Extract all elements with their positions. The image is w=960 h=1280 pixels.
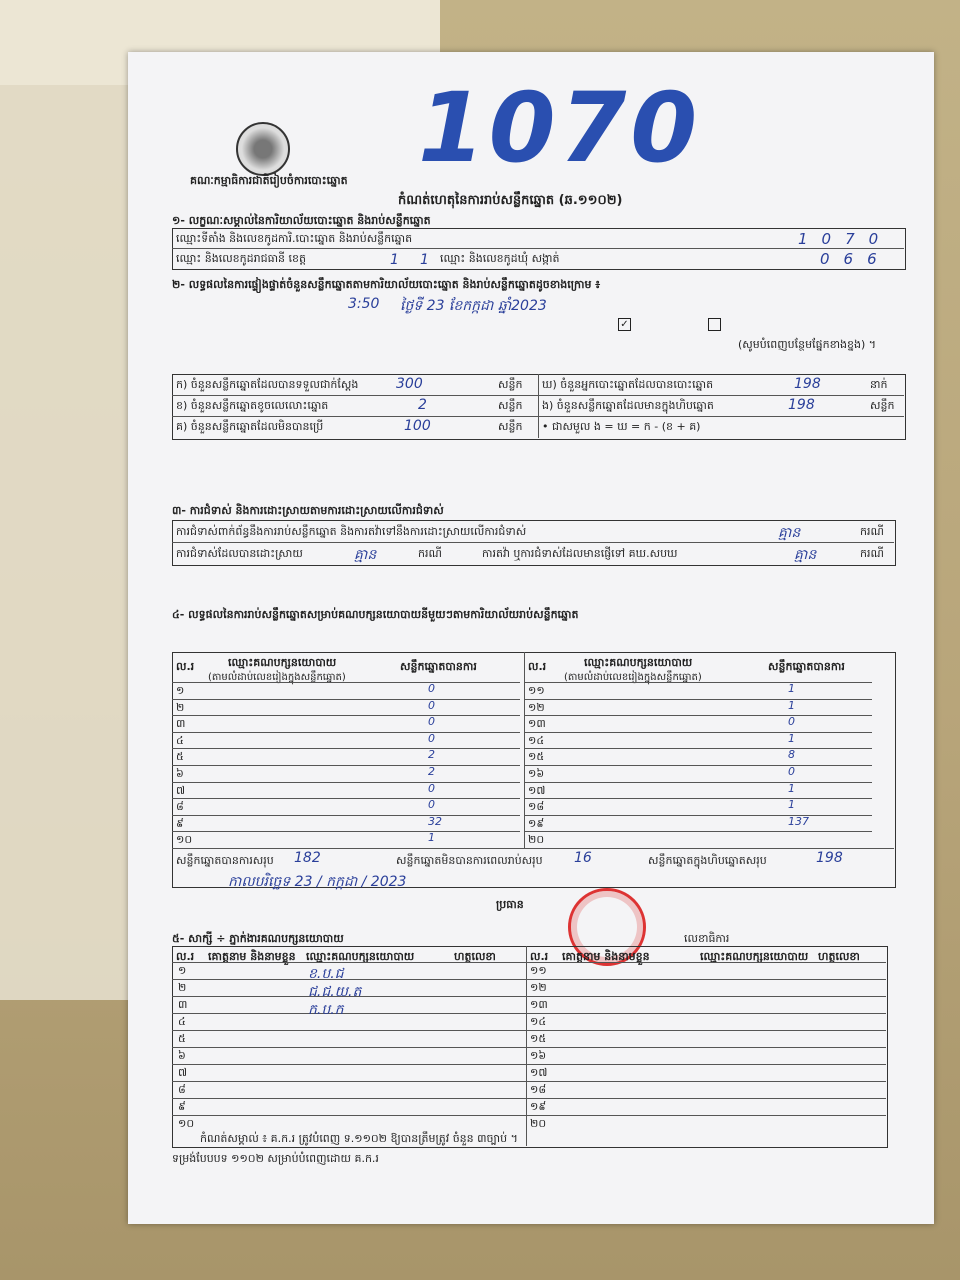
party-row-number: ២ bbox=[176, 700, 185, 714]
party-row-number: ១១ bbox=[528, 684, 545, 697]
complaint-row1-value: គ្មាន bbox=[778, 525, 801, 541]
party-row-votes: 1 bbox=[428, 831, 435, 845]
witness-row-number: ៧ bbox=[178, 1066, 188, 1079]
ballots-in-box-value: 198 bbox=[788, 397, 815, 413]
spoiled-value: 2 bbox=[418, 397, 427, 413]
checkbox-checked[interactable]: ✓ bbox=[618, 318, 631, 331]
col-party: ឈ្មោះគណបក្សនយោបាយ bbox=[228, 656, 337, 669]
col-party: ឈ្មោះគណបក្សនយោបាយ bbox=[584, 656, 693, 669]
party-row-number: ៧ bbox=[176, 783, 186, 797]
party-row-votes: 8 bbox=[788, 748, 795, 762]
party-row-votes: 1 bbox=[788, 731, 795, 745]
witness-row-number: ១៤ bbox=[530, 1015, 547, 1028]
party-row-votes: 0 bbox=[428, 715, 435, 729]
secretary-label: លេខាធិការ bbox=[684, 932, 730, 945]
party-row-votes: 1 bbox=[788, 698, 795, 712]
case-label: ករណី bbox=[418, 547, 442, 560]
party-row-number: ១០ bbox=[176, 833, 193, 847]
party-row-votes: 2 bbox=[428, 748, 435, 762]
col-party-sub: (តាមលំដាប់លេខរៀងក្នុងសន្លឹកឆ្នោត) bbox=[564, 672, 702, 683]
col-party-sub: (តាមលំដាប់លេខរៀងក្នុងសន្លឹកឆ្នោត) bbox=[208, 672, 346, 683]
footer-note: កំណត់សម្គាល់ ៖ គ.ក.រ ត្រូវបំពេញ ទ.១១០២ ឱ្យបានត្រឹមត្រូវ ចំនួន ៣ច្បាប់ ។ bbox=[200, 1132, 518, 1145]
big-handwritten-number: 1070 bbox=[418, 72, 702, 184]
unit-sheet: សន្លឹក bbox=[498, 420, 523, 433]
witness-row-number: ១៩ bbox=[530, 1100, 547, 1113]
col-name: គោត្តនាម និងនាមខ្លួន bbox=[562, 950, 650, 963]
witness-row-number: ១៦ bbox=[530, 1049, 547, 1062]
section1-heading: ១- លក្ខណៈសម្គាល់នៃការិយាល័យបោះឆ្នោត និងរាប់សន្លឹកឆ្នោត bbox=[172, 214, 431, 227]
unit-sheet: សន្លឹក bbox=[498, 399, 523, 412]
col-name: គោត្តនាម និងនាមខ្លួន bbox=[208, 950, 296, 963]
footer-form-note: ទម្រង់បែបបទ ១១០២ សម្រាប់បំពេញដោយ គ.ក.រ bbox=[172, 1152, 379, 1165]
party-row-votes: 0 bbox=[788, 765, 795, 778]
party-row-votes: 0 bbox=[428, 798, 435, 812]
witness-row-number: ១ bbox=[178, 964, 187, 977]
party-row-number: ១៨ bbox=[528, 800, 545, 814]
col-votes: សន្លឹកឆ្នោតបានការ bbox=[400, 660, 477, 673]
note-backside-1: (សូមបំពេញបន្ថែមផ្នែកខាងខ្នង) ។ bbox=[738, 338, 877, 351]
complaint-row1-label: ការជំទាស់ពាក់ព័ន្ធនឹងការរាប់សន្លឹកឆ្នោត និងការតវ៉ាទៅនឹងការដោះស្រាយលើការជំទាស់ bbox=[176, 525, 527, 538]
witness-row-number: ១៨ bbox=[530, 1083, 547, 1096]
voters-value: 198 bbox=[794, 376, 821, 392]
witness-row-number: ៦ bbox=[178, 1049, 186, 1062]
col-sign: ហត្ថលេខា bbox=[818, 950, 860, 963]
station-code: 1070 bbox=[798, 230, 893, 248]
total-invalid-value: 16 bbox=[574, 850, 592, 866]
commune-number: 1 bbox=[420, 252, 429, 268]
province-label: ឈ្មោះ និងលេខកូដរាជធានី ខេត្ត bbox=[176, 252, 306, 265]
party-row-votes: 0 bbox=[428, 731, 435, 745]
commune-code: 066 bbox=[820, 250, 891, 268]
witness-row-number: ៩ bbox=[178, 1100, 186, 1113]
party-row-number: ៦ bbox=[176, 767, 184, 780]
formula: • ជាសមួល ង = ឃ = ក - (ខ + គ) bbox=[542, 420, 701, 433]
col-party: ឈ្មោះគណបក្សនយោបាយ bbox=[700, 950, 809, 963]
party-row-number: ១៧ bbox=[528, 783, 546, 797]
col-number: ល.រ bbox=[528, 660, 547, 673]
party-row-number: ១៤ bbox=[528, 733, 545, 747]
witness-row-number: ១៥ bbox=[530, 1032, 547, 1045]
unit-sheet: សន្លឹក bbox=[870, 399, 895, 412]
witness-row-number: ១៧ bbox=[530, 1066, 548, 1079]
party-row-number: ៨ bbox=[176, 800, 184, 814]
party-row-number: ៤ bbox=[176, 733, 184, 747]
witness-row-number: ៤ bbox=[178, 1015, 186, 1028]
complaint-resolved-value: គ្មាន bbox=[354, 547, 377, 563]
party-row-number: ៥ bbox=[176, 750, 184, 764]
checkbox-empty[interactable] bbox=[708, 318, 721, 331]
received-label: ក) ចំនួនសន្លឹកឆ្នោតដែលបានទទួលជាក់ស្តែង bbox=[176, 378, 359, 391]
total-valid-label: សន្លឹកឆ្នោតបានការសរុប bbox=[176, 854, 274, 867]
party-row-number: ៣ bbox=[176, 717, 186, 731]
witness-row-number: ៣ bbox=[178, 998, 188, 1011]
unit-sheet: សន្លឹក bbox=[498, 378, 523, 391]
party-row-votes: 2 bbox=[428, 765, 435, 778]
col-party: ឈ្មោះគណបក្សនយោបាយ bbox=[306, 950, 415, 963]
complaint-forwarded-label: ការតវ៉ា ឬការជំទាស់ដែលមានផ្ញើទៅ គឃ.សបឃ bbox=[482, 547, 678, 560]
party-row-votes: 1 bbox=[788, 781, 795, 795]
form-title: កំណត់ហេតុនៃការរាប់សន្លឹកឆ្នោត (ឆ.១១០២) bbox=[398, 193, 623, 208]
received-value: 300 bbox=[396, 376, 423, 392]
col-number: ល.រ bbox=[176, 660, 195, 673]
section4-heading: ៤- លទ្ធផលនៃការរាប់សន្លឹកឆ្នោតសម្រាប់គណបក្សនយោបាយនីមួយៗតាមការិយាល័យរាប់សន្លឹកឆ្នោត bbox=[172, 608, 579, 621]
party-row-number: ១២ bbox=[528, 700, 545, 714]
section3-heading: ៣- ការជំទាស់ និងការដោះស្រាយតាមការដោះស្រាយលើការជំទាស់ bbox=[172, 504, 444, 517]
ballots-in-box-label: ង) ចំនួនសន្លឹកឆ្នោតដែលមានក្នុងហិបឆ្នោត bbox=[542, 399, 714, 412]
report-date: កាលបរិច្ឆេទ 23 / កក្កដា / 2023 bbox=[228, 874, 407, 890]
party-row-votes: 1 bbox=[788, 682, 795, 695]
commune-label: ឈ្មោះ និងលេខកូដឃុំ សង្កាត់ bbox=[440, 252, 560, 265]
chair-label: ប្រធាន bbox=[496, 898, 524, 911]
party-row-votes: 137 bbox=[788, 814, 809, 828]
complaint-forwarded-value: គ្មាន bbox=[794, 547, 817, 563]
witness-row-number: ១១ bbox=[530, 964, 547, 977]
col-sign: ហត្ថលេខា bbox=[454, 950, 496, 963]
unit-person: នាក់ bbox=[870, 378, 888, 391]
col-number: ល.រ bbox=[530, 950, 549, 963]
witness-row-number: ១២ bbox=[530, 981, 547, 994]
unused-value: 100 bbox=[404, 418, 431, 434]
section5-heading: ៥- សាក្សី ÷ ភ្នាក់ងារគណបក្សនយោបាយ bbox=[172, 932, 344, 945]
total-box-value: 198 bbox=[816, 850, 843, 866]
party-row-number: ៩ bbox=[176, 816, 184, 830]
counting-report-sheet bbox=[128, 52, 934, 1224]
party-row-votes: 1 bbox=[788, 798, 795, 812]
total-invalid-label: សន្លឹកឆ្នោតមិនបានការពេលរាប់សរុប bbox=[396, 854, 543, 867]
witness-party: ជ.ជ.យ.ត bbox=[308, 984, 362, 1000]
party-row-votes: 0 bbox=[428, 682, 435, 695]
party-row-votes: 0 bbox=[428, 781, 435, 795]
col-votes: សន្លឹកឆ្នោតបានការ bbox=[768, 660, 845, 673]
case-label: ករណី bbox=[860, 525, 884, 538]
party-row-votes: 0 bbox=[428, 698, 435, 712]
party-row-votes: 32 bbox=[428, 814, 442, 828]
witness-row-number: ៥ bbox=[178, 1032, 186, 1045]
col-number: ល.រ bbox=[176, 950, 195, 963]
party-row-number: ១៣ bbox=[528, 717, 546, 731]
voters-label: ឃ) ចំនួនអ្នកបោះឆ្នោតដែលបានបោះឆ្នោត bbox=[542, 378, 714, 391]
nec-logo-icon bbox=[236, 122, 290, 176]
complaint-resolved-label: ការជំទាស់ដែលបានដោះស្រាយ bbox=[176, 547, 303, 560]
party-row-number: ១៥ bbox=[528, 750, 545, 764]
count-time: 3:50 bbox=[348, 296, 380, 312]
witness-row-number: ៨ bbox=[178, 1083, 186, 1096]
total-valid-value: 182 bbox=[294, 850, 321, 866]
witness-party: ខ.ប.ជ bbox=[308, 966, 344, 982]
section2-heading: ២- លទ្ធផលនៃការផ្ទៀងផ្ទាត់ចំនួនសន្លឹកឆ្នោតតាមការិយាល័យបោះឆ្នោត និងរាប់សន្លឹកឆ្នោតដូចខាងក្រោម ៖ bbox=[172, 278, 601, 291]
party-row-number: ១៦ bbox=[528, 767, 545, 780]
witness-row-number: ២០ bbox=[530, 1117, 547, 1130]
province-number: 1 bbox=[390, 252, 399, 268]
case-label: ករណី bbox=[860, 547, 884, 560]
witness-row-number: ១៣ bbox=[530, 998, 548, 1011]
party-row-votes: 0 bbox=[788, 715, 795, 729]
party-row-number: ១ bbox=[176, 684, 185, 697]
witness-row-number: ១០ bbox=[178, 1117, 195, 1130]
party-row-number: ២០ bbox=[528, 833, 545, 847]
witness-party: ក.ប.ក bbox=[308, 1002, 344, 1018]
total-box-label: សន្លឹកឆ្នោតក្នុងហិបឆ្នោតសរុប bbox=[648, 854, 767, 867]
location-label: ឈ្មោះទីតាំង និងលេខកូដការិ.បោះឆ្នោត និងរាប់សន្លឹកឆ្នោត bbox=[176, 232, 413, 245]
org-name: គណៈកម្មាធិការជាតិរៀបចំការបោះឆ្នោត bbox=[190, 174, 348, 187]
witness-row-number: ២ bbox=[178, 981, 187, 994]
party-row-number: ១៩ bbox=[528, 816, 545, 830]
spoiled-label: ខ) ចំនួនសន្លឹកឆ្នោតខូចលេលោះឆ្នោត bbox=[176, 399, 329, 412]
count-date: ថ្ងៃទី 23 ខែកក្កដា ឆ្នាំ2023 bbox=[400, 298, 547, 314]
unused-label: គ) ចំនួនសន្លឹកឆ្នោតដែលមិនបានប្រើ bbox=[176, 420, 324, 433]
